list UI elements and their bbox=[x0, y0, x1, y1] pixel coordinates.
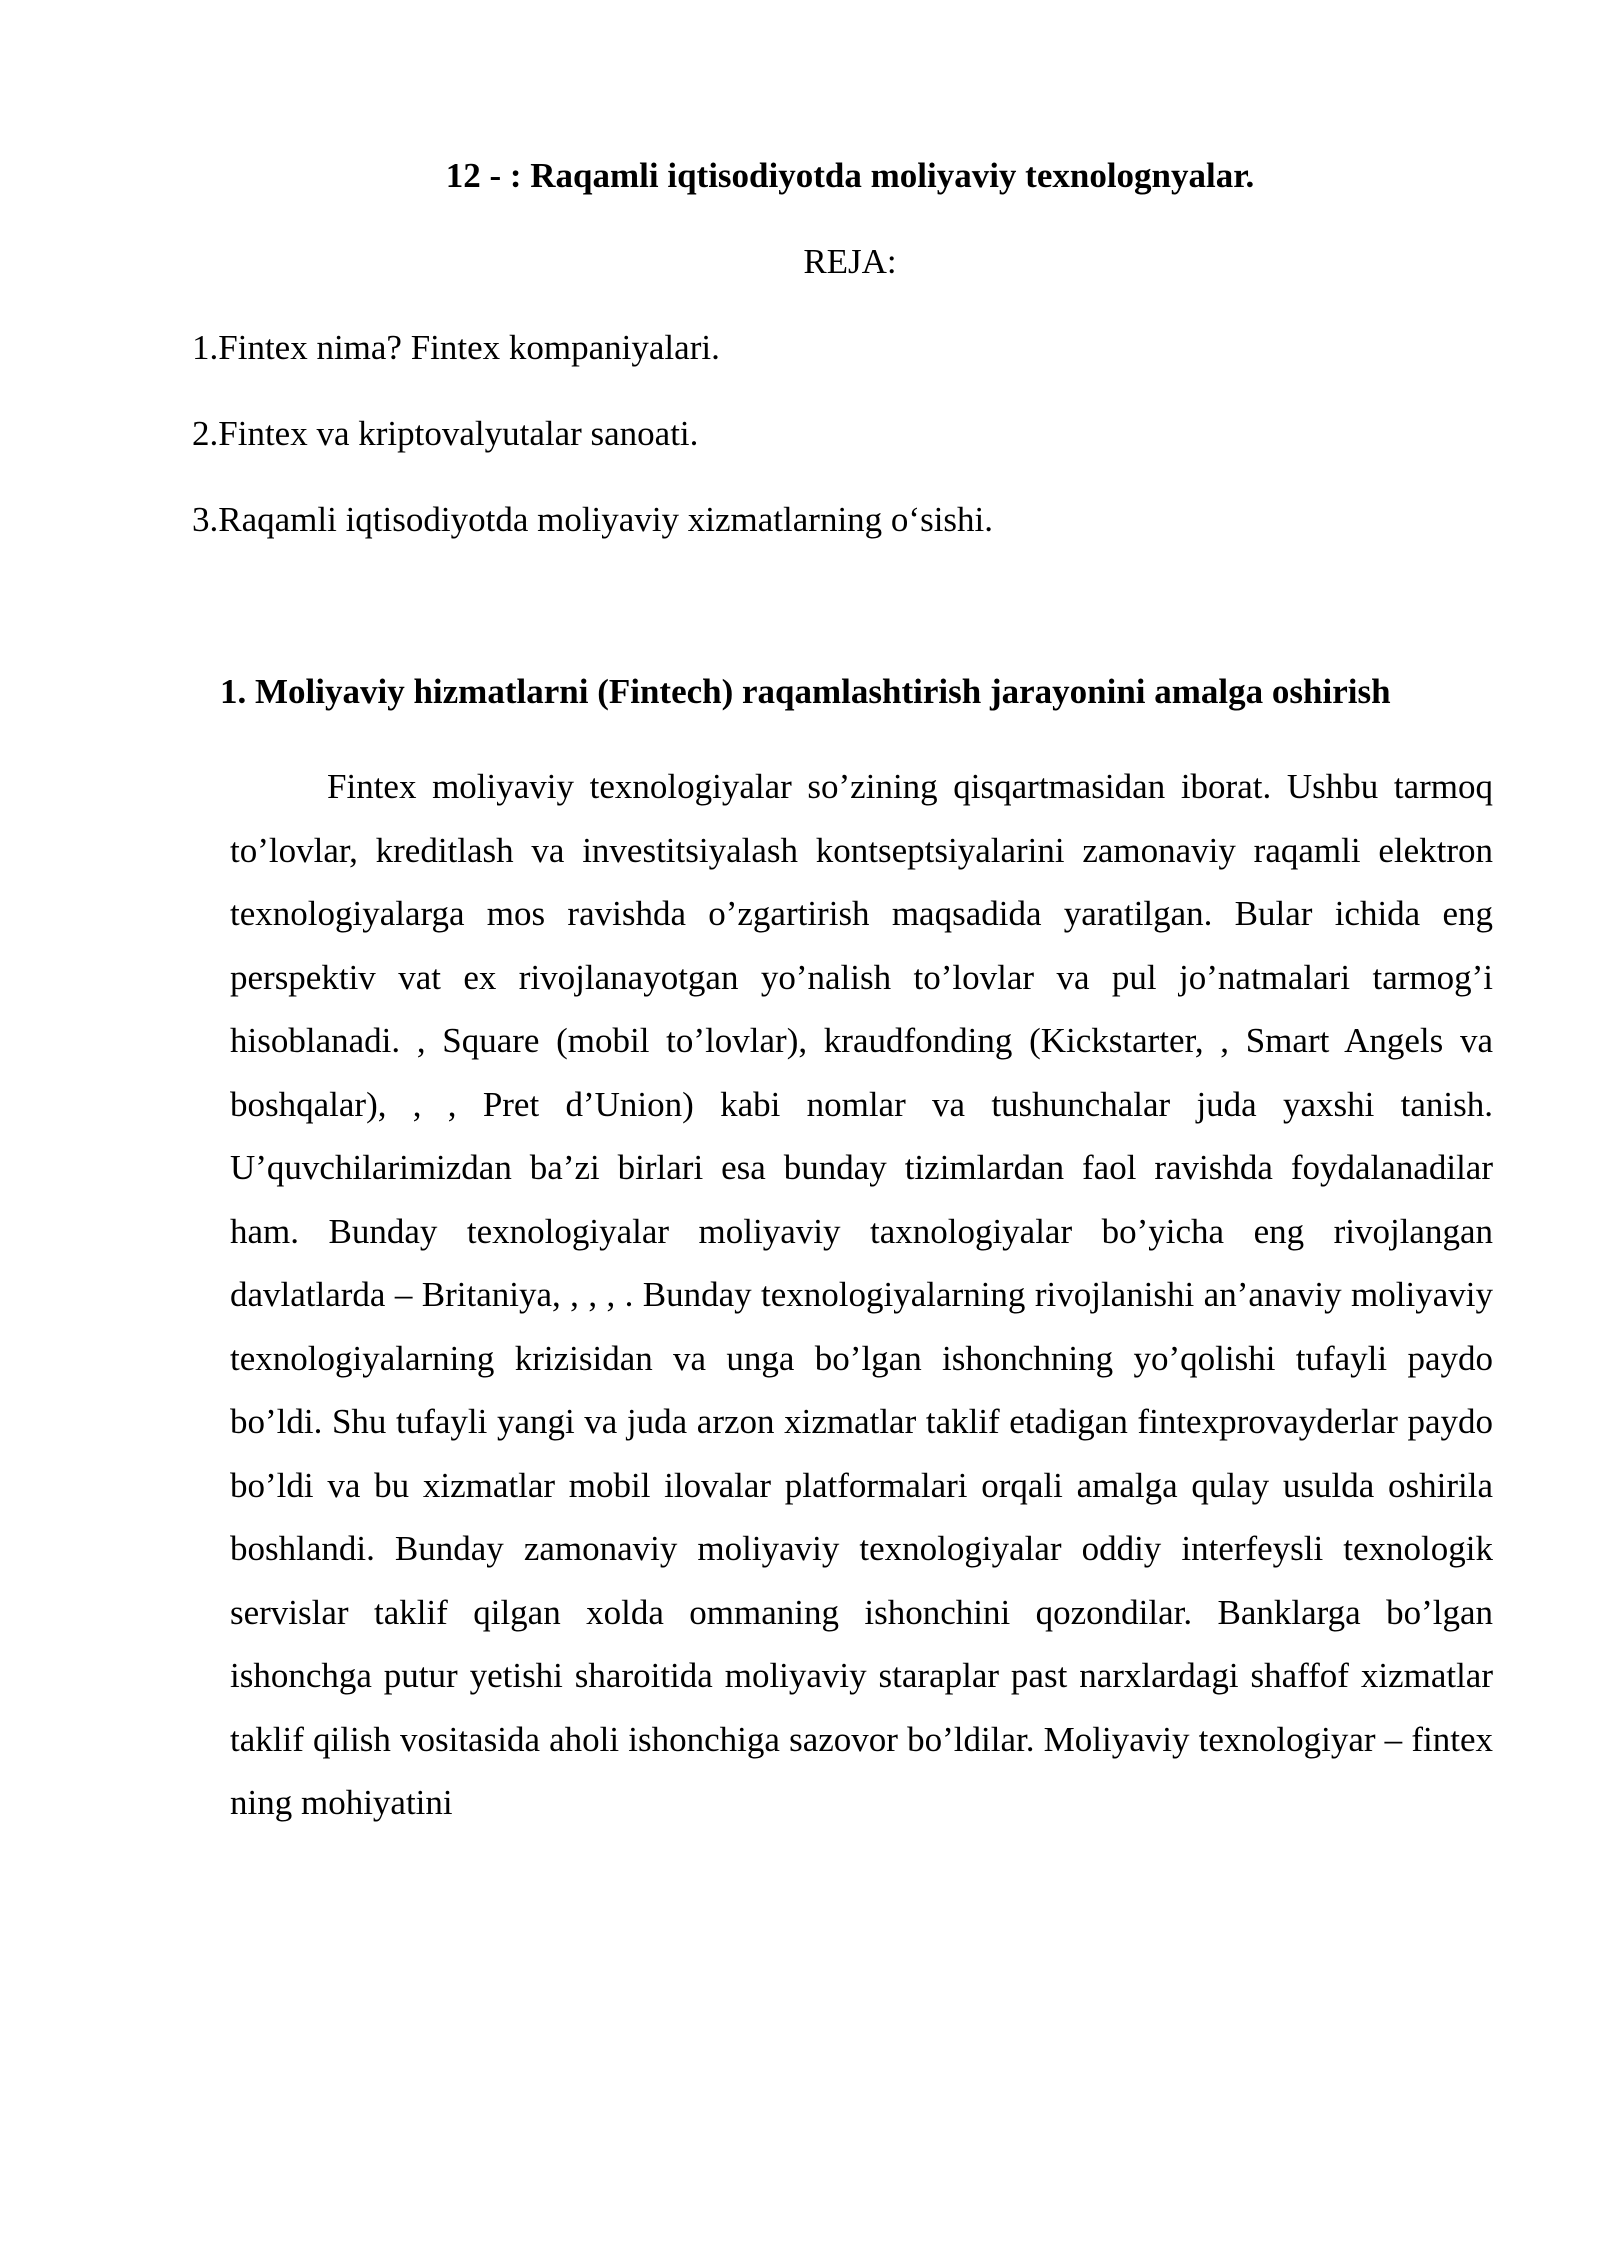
plan-item: 1.Fintex nima? Fintex kompaniyalari. bbox=[192, 328, 720, 367]
section-heading: 1. Moliyaviy hizmatlarni (Fintech) raqamlashtirish jarayonini amalga oshirish bbox=[220, 672, 1391, 711]
body-paragraph: Fintex moliyaviy texnologiyalar so’zining qisqartmasidan iborat. Ushbu tarmoq to’lovlar, kreditlash va investitsiyalash kontseptsiyalarini zamonaviy raqamli elektron texnologiyalarga mos ravishda o’zgartirish maqsadida yaratilgan. Bular ichida eng perspektiv vat ex rivojlanayotgan yo’nalish to’lovlar va pul jo’natmalari tarmog’i hisoblanadi. , Square (mobil to’lovlar), kraudfonding (Kickstarter, , Smart Angels va boshqalar), , , Pret d’Union) kabi nomlar va tushunchalar juda yaxshi tanish. U’quvchilarimizdan ba’zi birlari esa bunday tizimlardan faol ravishda foydalanadilar ham. Bunday texnologiyalar moliyaviy taxnologiyalar bo’yicha eng rivojlangan davlatlarda – Britaniya, , , , . Bunday texnologiyalarning rivojlanishi an’anaviy moliyaviy texnologiyalarning krizisidan va unga bo’lgan ishonchning yo’qolishi tufayli paydo bo’ldi. Shu tufayli yangi va juda arzon xizmatlar taklif etadigan fintexprovayderlar paydo bo’ldi va bu xizmatlar mobil ilovalar platformalari orqali amalga qulay usulda oshirila boshlandi. Bunday zamonaviy moliyaviy texnologiyalar oddiy interfeysli texnologik servislar taklif qilgan xolda ommaning ishonchini qozondilar. Banklarga bo’lgan ishonchga putur yetishi sharoitida moliyaviy staraplar past narxlardagi shaffof xizmatlar taklif qilish vositasida aholi ishonchiga sazovor bo’ldilar. Moliyaviy texnologiyar – fintex ning mohiyatini bbox=[230, 767, 1493, 1822]
plan-label: REJA: bbox=[803, 242, 897, 281]
plan-item: 3.Raqamli iqtisodiyotda moliyaviy xizmatlarning o‘sishi. bbox=[192, 500, 994, 539]
document-title: 12 - : Raqamli iqtisodiyotda moliyaviy texnolognyalar. bbox=[445, 156, 1255, 195]
plan-item: 2.Fintex va kriptovalyutalar sanoati. bbox=[192, 414, 699, 453]
plan-list bbox=[192, 324, 993, 582]
